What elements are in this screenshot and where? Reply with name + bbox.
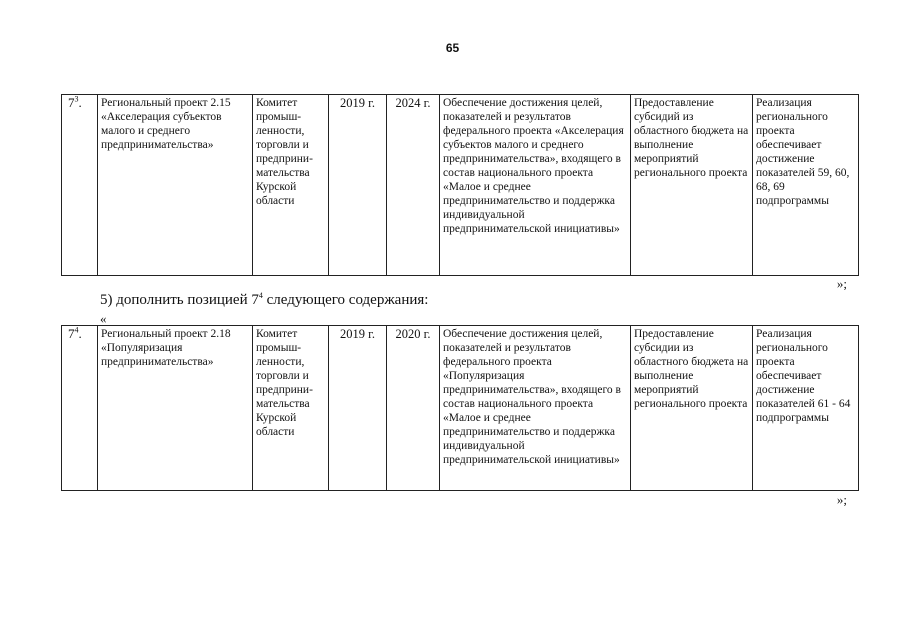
closing-mark: »; — [836, 492, 847, 507]
program-table-row-7-4 — [61, 325, 859, 491]
row-number-cell: $7^3$. — [62, 95, 98, 276]
closing-mark: »; — [836, 276, 847, 291]
indicators-cell: Реализация регионального проекта обеспечивает достижение показателей 59, 60, 68, 69 подпрограммы — [753, 95, 859, 276]
direction-cell: Предоставление субсидии из областного бюджета на выполнение мероприятий регионального проекта — [631, 326, 753, 491]
opening-quote: « — [100, 311, 107, 326]
program-table-row-7-3 — [61, 94, 859, 276]
indicators-cell: Реализация регионального проекта обеспечивает достижение показателей 61 - 64 подпрограммы — [753, 326, 859, 491]
table-row — [62, 326, 859, 491]
amendment-instruction: 5) дополнить позицией $7^4$ следующего содержания: — [100, 291, 429, 308]
direction-cell: Предоставление субсидий из областного бюджета на выполнение мероприятий регионального проекта — [631, 95, 753, 276]
end-year-cell: 2024 г. — [387, 95, 440, 276]
end-year-cell: 2020 г. — [387, 326, 440, 491]
expected-result-cell: Обеспечение достижения целей, показателей и результатов федерального проекта «Акселерация субъектов малого и среднего предпринимательства», входящего в состав национального проекта «Малое и среднее предпринимательство и поддержка индивидуальной предпринимательской инициативы» — [440, 95, 631, 276]
expected-result-cell: Обеспечение достижения целей, показателей и результатов федерального проекта «Популяризация предпринимательства», входящего в состав национального проекта «Малое и среднее предпринимательство и поддержка индивидуальной предпринимательской инициативы» — [440, 326, 631, 491]
executor-cell: Комитет промыш-ленности, торговли и предприни-мательства Курской области — [253, 326, 329, 491]
row-number-cell: $7^4$. — [62, 326, 98, 491]
executor-cell: Комитет промыш-ленности, торговли и предприни-мательства Курской области — [253, 95, 329, 276]
project-name-cell: Региональный проект 2.15 «Акселерация субъектов малого и среднего предпринимательства» — [98, 95, 253, 276]
page-number: 65 — [445, 41, 460, 55]
start-year-cell: 2019 г. — [329, 95, 387, 276]
start-year-cell: 2019 г. — [329, 326, 387, 491]
table-row — [62, 95, 859, 276]
project-name-cell: Региональный проект 2.18 «Популяризация предпринимательства» — [98, 326, 253, 491]
